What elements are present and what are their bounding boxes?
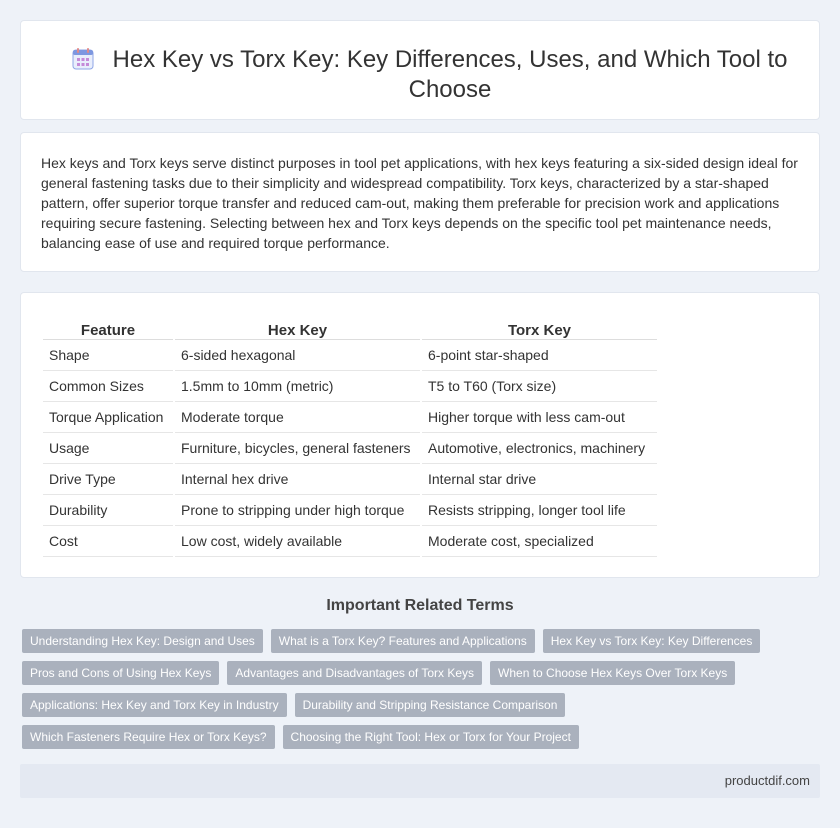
table-cell: Low cost, widely available: [175, 526, 420, 557]
table-cell: 1.5mm to 10mm (metric): [175, 371, 420, 402]
header-feature: Feature: [43, 313, 173, 340]
related-term-link[interactable]: Advantages and Disadvantages of Torx Keys: [227, 661, 482, 685]
table-cell: T5 to T60 (Torx size): [422, 371, 657, 402]
header-torx-key: Torx Key: [422, 313, 657, 340]
related-term-link[interactable]: Which Fasteners Require Hex or Torx Keys?: [22, 725, 275, 749]
intro-paragraph: Hex keys and Torx keys serve distinct purposes in tool pet applications, with hex keys featuring a six-sided design ideal for general fastening tasks due to their simplicity and widespread compatibility. Torx keys, characterized by a star-shaped pattern, offer superior torque transfer and reduced cam-out, making them preferable for precision work and applications requiring secure fastening. Selecting between hex and Torx keys depends on the specific tool pet maintenance needs, balancing ease of use and required torque performance.: [41, 155, 798, 251]
table-cell: Cost: [43, 526, 173, 557]
comparison-card: [20, 292, 820, 578]
related-term-link[interactable]: Hex Key vs Torx Key: Key Differences: [543, 629, 761, 653]
table-cell: Usage: [43, 433, 173, 464]
related-term-link[interactable]: When to Choose Hex Keys Over Torx Keys: [490, 661, 735, 685]
table-row: [43, 371, 657, 402]
table-row: [43, 464, 657, 495]
table-cell: Higher torque with less cam-out: [422, 402, 657, 433]
title-card: [20, 20, 820, 120]
table-row: [43, 340, 657, 371]
table-cell: Moderate cost, specialized: [422, 526, 657, 557]
related-term-link[interactable]: Choosing the Right Tool: Hex or Torx for Your Project: [283, 725, 579, 749]
table-cell: 6-point star-shaped: [422, 340, 657, 371]
table-cell: Shape: [43, 340, 173, 371]
table-row: [43, 402, 657, 433]
table-cell: Moderate torque: [175, 402, 420, 433]
page-title: Hex Key vs Torx Key: Key Differences, Uses, and Which Tool to Choose: [112, 46, 788, 103]
table-cell: 6-sided hexagonal: [175, 340, 420, 371]
table-row: [43, 433, 657, 464]
related-term-link[interactable]: Durability and Stripping Resistance Comparison: [295, 693, 566, 717]
related-term-link[interactable]: What is a Torx Key? Features and Applications: [271, 629, 535, 653]
related-terms-heading: Important Related Terms: [326, 597, 514, 614]
related-terms-list: [22, 629, 822, 749]
footer: [20, 764, 820, 798]
table-cell: Furniture, bicycles, general fasteners: [175, 433, 420, 464]
related-term-link[interactable]: Pros and Cons of Using Hex Keys: [22, 661, 219, 685]
table-cell: Internal hex drive: [175, 464, 420, 495]
footer-site-link[interactable]: productdif.com: [724, 773, 810, 788]
table-cell: Resists stripping, longer tool life: [422, 495, 657, 526]
comparison-table: [41, 313, 659, 557]
table-header-row: [43, 313, 657, 340]
table-cell: Durability: [43, 495, 173, 526]
table-cell: Common Sizes: [43, 371, 173, 402]
table-row: [43, 526, 657, 557]
table-cell: Automotive, electronics, machinery: [422, 433, 657, 464]
related-term-link[interactable]: Applications: Hex Key and Torx Key in Industry: [22, 693, 287, 717]
table-cell: Internal star drive: [422, 464, 657, 495]
header-hex-key: Hex Key: [175, 313, 420, 340]
table-row: [43, 495, 657, 526]
related-term-link[interactable]: Understanding Hex Key: Design and Uses: [22, 629, 263, 653]
table-cell: Torque Application: [43, 402, 173, 433]
calendar-icon: [71, 47, 95, 71]
table-cell: Prone to stripping under high torque: [175, 495, 420, 526]
intro-card: [20, 132, 820, 272]
table-cell: Drive Type: [43, 464, 173, 495]
